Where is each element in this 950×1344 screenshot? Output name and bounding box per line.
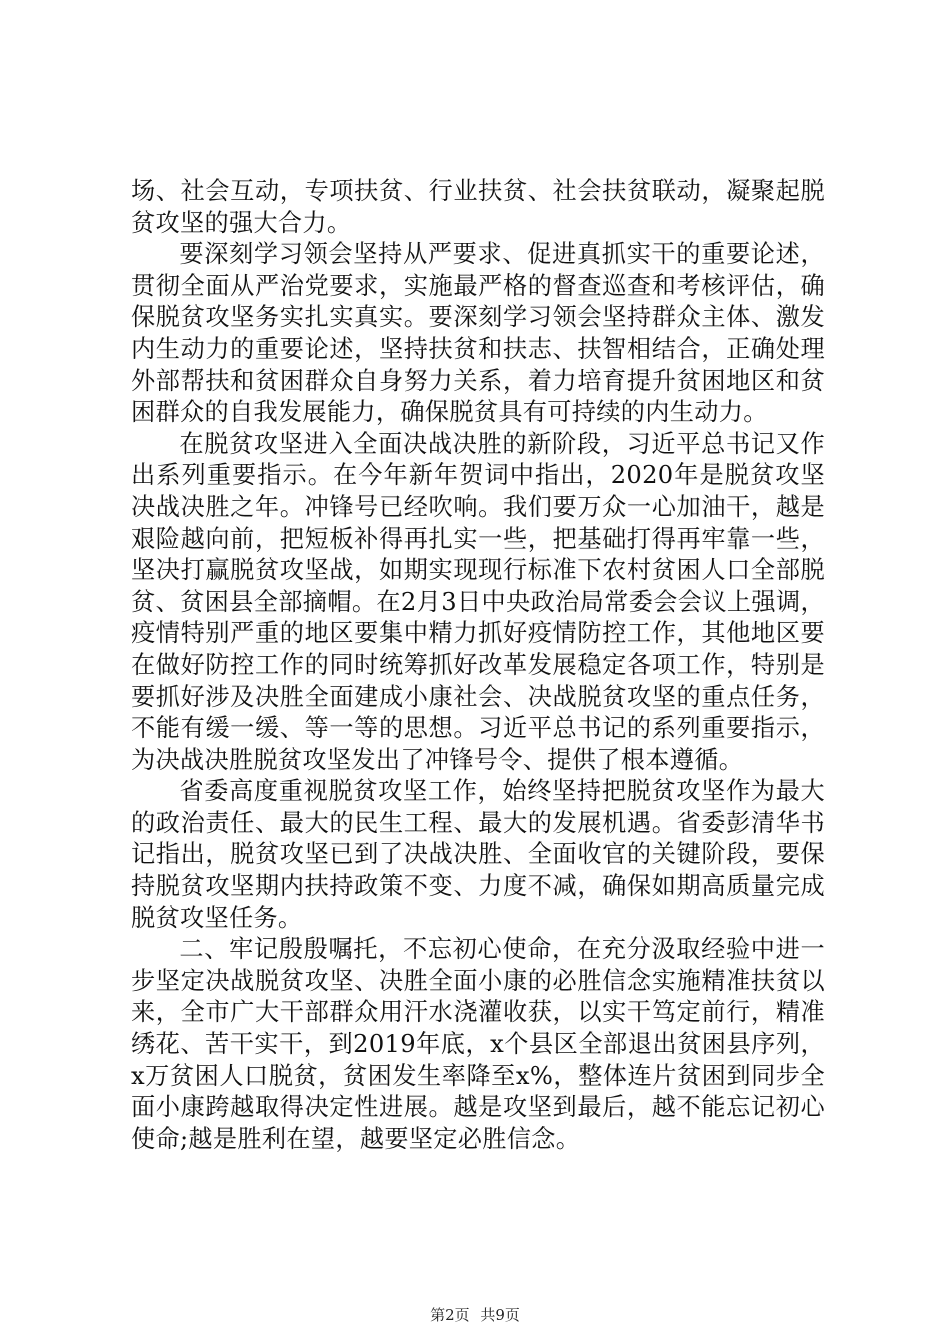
- page-number: 第2页: [430, 1306, 470, 1324]
- paragraph-3: 在脱贫攻坚进入全面决战决胜的新阶段，习近平总书记又作出系列重要指示。在今年新年贺词中指出，2020年是脱贫攻坚决战决胜之年。冲锋号已经吹响。我们要万众一心加油干，越是艰险越向前，把短板补得再扎实一些，把基础打得再牢靠一些，坚决打赢脱贫攻坚战，如期实现现行标准下农村贫困人口全部脱贫、贫困县全部摘帽。在2月3日中央政治局常委会会议上强调，疫情特别严重的地区要集中精力抓好疫情防控工作，其他地区要在做好防控工作的同时统筹抓好改革发展稳定各项工作，特别是要抓好涉及决胜全面建成小康社会、决战脱贫攻坚的重点任务，不能有缓一缓、等一等的思想。习近平总书记的系列重要指示，为决战决胜脱贫攻坚发出了冲锋号令、提供了根本遵循。: [131, 429, 825, 774]
- page-footer: [0, 1305, 950, 1325]
- paragraph-1: 场、社会互动，专项扶贫、行业扶贫、社会扶贫联动，凝聚起脱贫攻坚的强大合力。: [131, 177, 825, 237]
- paragraph-4: 省委高度重视脱贫攻坚工作，始终坚持把脱贫攻坚作为最大的政治责任、最大的民生工程、最大的发展机遇。省委彭清华书记指出，脱贫攻坚已到了决战决胜、全面收官的关键阶段，要保持脱贫攻坚期内扶持政策不变、力度不减，确保如期高质量完成脱贫攻坚任务。: [131, 777, 825, 932]
- paragraph-5: 二、牢记殷殷嘱托，不忘初心使命，在充分汲取经验中进一步坚定决战脱贫攻坚、决胜全面小康的必胜信念实施精准扶贫以来，全市广大干部群众用汗水浇灌收获，以实干笃定前行，精准绣花、苦干实干，到2019年底，x个县区全部退出贫困县序列，x万贫困人口脱贫，贫困发生率降至x%，整体连片贫困到同步全面小康跨越取得决定性进展。越是攻坚到最后，越不能忘记初心使命;越是胜利在望，越要坚定必胜信念。: [131, 935, 825, 1153]
- page-total: 共9页: [480, 1306, 520, 1324]
- document-body: [131, 176, 825, 1155]
- paragraph-2: 要深刻学习领会坚持从严要求、促进真抓实干的重要论述，贯彻全面从严治党要求，实施最严格的督查巡查和考核评估，确保脱贫攻坚务实扎实真实。要深刻学习领会坚持群众主体、激发内生动力的重要论述，坚持扶贫和扶志、扶智相结合，正确处理外部帮扶和贫困群众自身努力关系，着力培育提升贫困地区和贫困群众的自我发展能力，确保脱贫具有可持续的内生动力。: [131, 240, 825, 427]
